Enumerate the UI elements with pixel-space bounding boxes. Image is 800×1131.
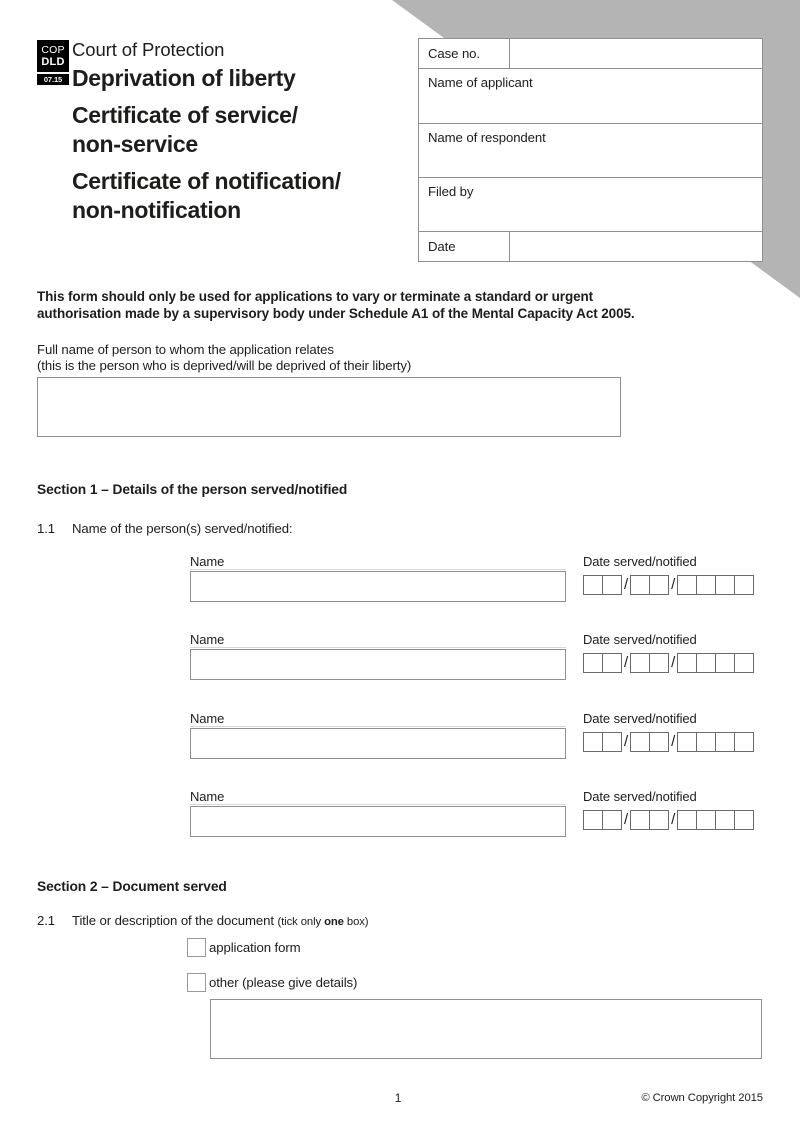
full-name-label: [37, 342, 411, 373]
day-cell[interactable]: [583, 653, 603, 673]
date-served-label: Date served/notified: [583, 789, 697, 804]
other-details-input[interactable]: [210, 999, 762, 1059]
year-cell[interactable]: [677, 653, 697, 673]
filed-by-field[interactable]: [419, 177, 762, 231]
year-cell[interactable]: [715, 653, 735, 673]
form-title-3-line2: non-notification: [72, 197, 241, 223]
full-name-input[interactable]: [37, 377, 621, 437]
date-served-label: Date served/notified: [583, 711, 697, 726]
day-cells: [583, 653, 622, 673]
year-cell[interactable]: [734, 653, 754, 673]
name-label: Name: [190, 555, 566, 570]
item-2-1-number: 2.1: [37, 913, 56, 928]
court-name: Court of Protection: [72, 39, 225, 60]
date-field[interactable]: [510, 232, 762, 261]
date-served-label: Date served/notified: [583, 632, 697, 647]
option-application-form: [187, 938, 301, 957]
day-cell[interactable]: [583, 575, 603, 595]
date-served-input-1: [583, 575, 754, 595]
day-cells: [583, 732, 622, 752]
month-cells: [630, 732, 669, 752]
year-cell[interactable]: [715, 575, 735, 595]
name-input-2[interactable]: [190, 649, 566, 680]
name-input-4[interactable]: [190, 806, 566, 837]
respondent-field[interactable]: [419, 123, 762, 177]
date-slash: /: [671, 733, 676, 750]
year-cell[interactable]: [696, 575, 716, 595]
form-code-logo: [37, 40, 69, 72]
month-cell[interactable]: [649, 575, 669, 595]
page-number: 1: [394, 1091, 402, 1105]
full-name-label-line2: (this is the person who is deprived/will be deprived of their liberty): [37, 357, 412, 373]
month-cell[interactable]: [649, 653, 669, 673]
other-label: other (please give details): [209, 974, 358, 990]
item-1-1-number: 1.1: [37, 521, 56, 536]
form-title-3-line1: Certificate of notification/: [72, 168, 341, 194]
name-label: Name: [190, 712, 566, 727]
year-cell[interactable]: [715, 810, 735, 830]
month-cell[interactable]: [649, 732, 669, 752]
name-label: Name: [190, 633, 566, 648]
date-served-input-3: [583, 732, 754, 752]
form-title-3: [72, 167, 341, 225]
form-title-2-line2: non-service: [72, 131, 198, 157]
case-no-field[interactable]: [510, 39, 762, 68]
date-slash: /: [624, 733, 629, 750]
form-title-1: Deprivation of liberty: [72, 65, 296, 91]
year-cell[interactable]: [677, 575, 697, 595]
date-slash: /: [624, 576, 629, 593]
year-cell[interactable]: [734, 575, 754, 595]
day-cells: [583, 810, 622, 830]
served-person-row-4: [190, 790, 762, 846]
usage-note: This form should only be used for applications to vary or terminate a standard or urgent authorisation made by a supervisory body under Schedule A1 of the Mental Capacity Act 2005.: [37, 289, 635, 321]
year-cell[interactable]: [715, 732, 735, 752]
day-cells: [583, 575, 622, 595]
day-cell[interactable]: [583, 810, 603, 830]
day-cell[interactable]: [602, 575, 622, 595]
date-served-label: Date served/notified: [583, 554, 697, 569]
day-cell[interactable]: [602, 653, 622, 673]
respondent-label: Name of respondent: [428, 130, 546, 145]
year-cells: [677, 575, 754, 595]
item-2-1-hint-bold: one: [324, 916, 344, 928]
month-cell[interactable]: [649, 810, 669, 830]
item-2-1-text: [72, 913, 368, 928]
option-other: [187, 973, 357, 992]
name-input-1[interactable]: [190, 571, 566, 602]
date-slash: /: [671, 811, 676, 828]
month-cell[interactable]: [630, 575, 650, 595]
year-cell[interactable]: [734, 732, 754, 752]
date-served-input-4: [583, 810, 754, 830]
year-cell[interactable]: [696, 732, 716, 752]
year-cells: [677, 732, 754, 752]
filed-by-label: Filed by: [428, 184, 474, 199]
month-cells: [630, 653, 669, 673]
section1-heading: Section 1 – Details of the person served/notified: [37, 482, 348, 497]
year-cell[interactable]: [696, 810, 716, 830]
application-form-checkbox[interactable]: [187, 938, 206, 957]
year-cell[interactable]: [734, 810, 754, 830]
item-2-1-main: Title or description of the document: [72, 913, 278, 928]
item-2-1-hint-pre: (tick only: [277, 916, 325, 928]
case-no-label: Case no.: [419, 39, 510, 68]
date-slash: /: [671, 576, 676, 593]
full-name-label-line1: Full name of person to whom the application relates: [37, 342, 334, 357]
year-cell[interactable]: [677, 732, 697, 752]
name-label: Name: [190, 790, 566, 805]
year-cell[interactable]: [677, 810, 697, 830]
item-2-1-hint-post: box): [343, 916, 369, 928]
year-cells: [677, 653, 754, 673]
applicant-field[interactable]: [419, 68, 762, 123]
form-version-badge: 07.15: [37, 74, 69, 85]
date-label: Date: [419, 232, 510, 261]
month-cells: [630, 810, 669, 830]
day-cell[interactable]: [602, 732, 622, 752]
form-title-2-line1: Certificate of service/: [72, 102, 298, 128]
month-cell[interactable]: [630, 653, 650, 673]
day-cell[interactable]: [583, 732, 603, 752]
date-served-input-2: [583, 653, 754, 673]
served-person-row-3: [190, 712, 762, 768]
year-cell[interactable]: [696, 653, 716, 673]
month-cells: [630, 575, 669, 595]
case-no-row: [419, 39, 762, 68]
other-checkbox[interactable]: [187, 973, 206, 992]
date-slash: /: [624, 654, 629, 671]
application-form-label: application form: [209, 939, 301, 955]
case-details-table: [418, 38, 763, 262]
day-cell[interactable]: [602, 810, 622, 830]
section2-heading: Section 2 – Document served: [37, 879, 227, 894]
name-input-3[interactable]: [190, 728, 566, 759]
served-person-row-1: [190, 555, 762, 611]
form-title-2: [72, 101, 298, 159]
month-cell[interactable]: [630, 732, 650, 752]
form-code-line2: DLD: [41, 56, 65, 68]
served-person-row-2: [190, 633, 762, 689]
date-row: [419, 231, 762, 261]
month-cell[interactable]: [630, 810, 650, 830]
copyright-notice: © Crown Copyright 2015: [641, 1092, 763, 1104]
applicant-label: Name of applicant: [428, 75, 533, 90]
year-cells: [677, 810, 754, 830]
form-code-line1: COP: [41, 44, 65, 56]
item-1-1-text: Name of the person(s) served/notified:: [72, 521, 293, 536]
date-slash: /: [624, 811, 629, 828]
date-slash: /: [671, 654, 676, 671]
